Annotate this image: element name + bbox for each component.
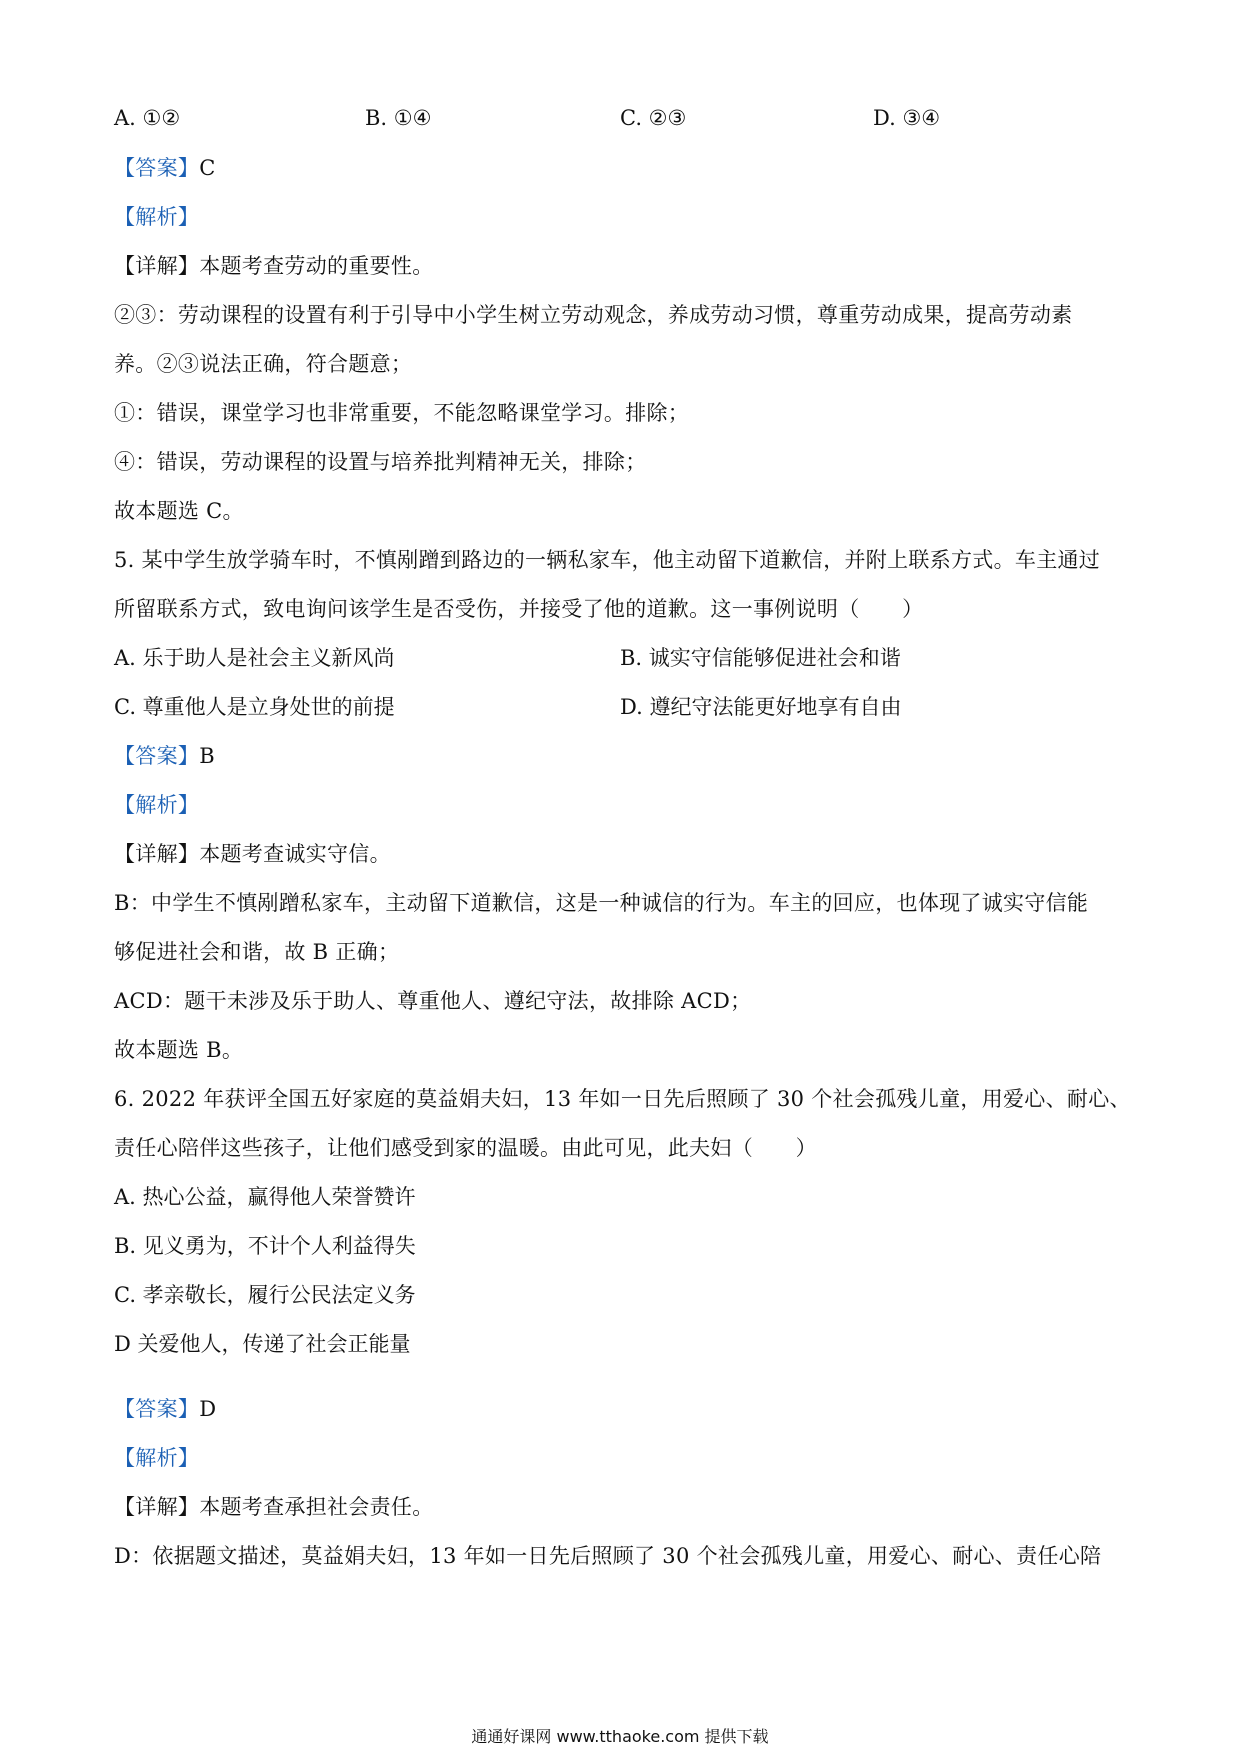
page-footer: 通通好课网 www.tthaoke.com 提供下载: [471, 1727, 769, 1746]
q4-explanation-line: ①：错误，课堂学习也非常重要，不能忽略课堂学习。排除；: [114, 401, 690, 425]
q6-explanation-line: D：依据题文描述，莫益娟夫妇，13 年如一日先后照顾了 30 个社会孤残儿童，用爱心、耐心、责任心陪: [114, 1544, 1102, 1568]
q6-option-b: B. 见义勇为，不计个人利益得失: [114, 1234, 416, 1258]
q5-stem-line: 所留联系方式，致电询问该学生是否受伤，并接受了他的道歉。这一事例说明（ ）: [114, 597, 924, 621]
q4-analysis-tag: 【解析】: [114, 205, 200, 229]
q4-option-c: C. ②③: [620, 106, 687, 130]
q6-stem-line: 责任心陪伴这些孩子，让他们感受到家的温暖。由此可见，此夫妇（ ）: [114, 1136, 817, 1160]
answer-value: D: [199, 1397, 217, 1421]
q5-explanation-line: 故本题选 B。: [114, 1038, 244, 1062]
q4-explanation-line: 故本题选 C。: [114, 499, 244, 523]
q5-explanation-line: 够促进社会和谐，故 B 正确；: [114, 940, 400, 964]
q4-option-d: D. ③④: [873, 106, 941, 130]
answer-value: B: [199, 744, 215, 768]
q5-explanation-line: B：中学生不慎剐蹭私家车，主动留下道歉信，这是一种诚信的行为。车主的回应，也体现了诚实守信能: [114, 891, 1089, 915]
q6-option-a: A. 热心公益，赢得他人荣誉赞许: [114, 1185, 416, 1209]
q6-detail: 【详解】本题考查承担社会责任。: [114, 1495, 434, 1519]
answer-tag: 【答案】: [114, 1397, 200, 1421]
q6-option-d: D 关爱他人，传递了社会正能量: [114, 1332, 411, 1356]
q6-option-c: C. 孝亲敬长，履行公民法定义务: [114, 1283, 416, 1307]
q5-option-d: D. 遵纪守法能更好地享有自由: [620, 695, 902, 719]
q5-option-c: C. 尊重他人是立身处世的前提: [114, 695, 395, 719]
answer-tag: 【答案】: [114, 156, 200, 180]
q4-detail: 【详解】本题考查劳动的重要性。: [114, 254, 434, 278]
q6-stem-line: 6. 2022 年获评全国五好家庭的莫益娟夫妇，13 年如一日先后照顾了 30 个社会孤残儿童，用爱心、耐心、: [114, 1087, 1131, 1111]
answer-value: C: [199, 156, 216, 180]
q6-analysis-tag: 【解析】: [114, 1446, 200, 1470]
q5-detail: 【详解】本题考查诚实守信。: [114, 842, 391, 866]
q5-explanation-line: ACD：题干未涉及乐于助人、尊重他人、遵纪守法，故排除 ACD；: [114, 989, 752, 1013]
answer-tag: 【答案】: [114, 744, 200, 768]
q4-answer: [114, 153, 216, 183]
q6-answer: [114, 1394, 216, 1424]
q5-analysis-tag: 【解析】: [114, 793, 200, 817]
q5-option-b: B. 诚实守信能够促进社会和谐: [620, 646, 901, 670]
q5-stem-line: 5. 某中学生放学骑车时，不慎剐蹭到路边的一辆私家车，他主动留下道歉信，并附上联系方式。车主通过: [114, 548, 1101, 572]
q5-answer: [114, 741, 215, 771]
q4-explanation-line: ②③：劳动课程的设置有利于引导中小学生树立劳动观念，养成劳动习惯，尊重劳动成果，提高劳动素: [114, 303, 1073, 327]
q4-explanation-line: 养。②③说法正确，符合题意；: [114, 352, 413, 376]
q4-option-b: B. ①④: [365, 106, 432, 130]
q5-option-a: A. 乐于助人是社会主义新风尚: [114, 646, 395, 670]
q4-explanation-line: ④：错误，劳动课程的设置与培养批判精神无关，排除；: [114, 450, 647, 474]
q4-option-a: A. ①②: [114, 106, 181, 130]
